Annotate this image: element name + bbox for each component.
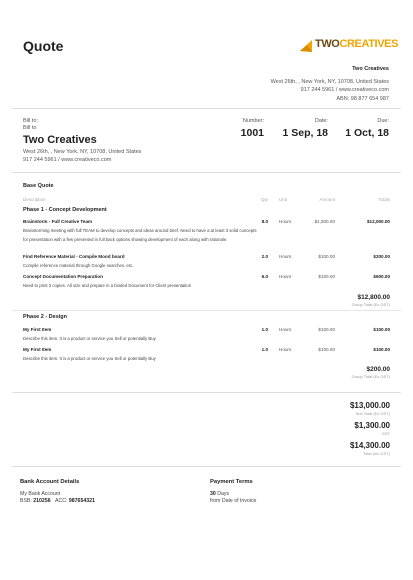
item-name: Concept Documentation Preparation bbox=[23, 274, 103, 279]
company-details bbox=[169, 65, 389, 103]
quote-due-block bbox=[330, 118, 389, 139]
item-description: Need to print 3 copies. All size and prepare in a binded Document for Client presentation bbox=[23, 283, 192, 288]
item-qty: 6.0 bbox=[261, 274, 268, 279]
group-total bbox=[280, 366, 390, 379]
acc-value: 987654321 bbox=[68, 498, 95, 504]
logo-text-part-1: TWO bbox=[315, 38, 340, 50]
bill-to-name: Two Creatives bbox=[23, 134, 97, 146]
item-description: Describe this item. It is a product or service you Sell or potentially Buy bbox=[23, 336, 156, 341]
payment-terms bbox=[210, 479, 380, 504]
grand-total-value: $14,300.00 bbox=[349, 441, 390, 450]
phase-title: Phase 2 - Design bbox=[23, 314, 68, 320]
item-amount: $100.00 bbox=[318, 254, 335, 259]
payment-from: from Date of Invoice bbox=[210, 498, 257, 504]
quote-date: 1 Sep, 18 bbox=[282, 127, 328, 139]
item-total: $12,000.00 bbox=[367, 219, 390, 224]
totals-block bbox=[260, 401, 390, 456]
divider bbox=[12, 108, 401, 109]
item-name: My First Item bbox=[23, 327, 52, 332]
item-total: $200.00 bbox=[373, 254, 390, 259]
item-qty: 2.0 bbox=[261, 254, 268, 259]
item-amount: $100.00 bbox=[318, 327, 335, 332]
date-label: Date: bbox=[314, 118, 328, 124]
gst-value: $1,300.00 bbox=[354, 421, 390, 430]
divider bbox=[12, 310, 401, 311]
item-unit: Hours bbox=[279, 274, 292, 279]
item-qty: 8.0 bbox=[261, 219, 268, 224]
bill-to-label: Bill to: bbox=[23, 118, 38, 124]
item-name: Find Reference Material - Compile Mood board bbox=[23, 254, 125, 259]
item-qty: 1.0 bbox=[261, 327, 268, 332]
quote-number: 1001 bbox=[240, 127, 264, 139]
company-name: Two Creatives bbox=[352, 66, 389, 72]
item-amount: $100.00 bbox=[318, 274, 335, 279]
item-description: Describe this item. It is a product or service you Sell or potentially Buy bbox=[23, 356, 156, 361]
number-label: Number: bbox=[242, 118, 264, 124]
group-total-value: $12,800.00 bbox=[357, 294, 390, 301]
item-unit: Hours bbox=[279, 347, 292, 352]
group-total-label: Group Total (Ex GST) bbox=[351, 302, 390, 307]
due-label: Due: bbox=[377, 118, 389, 124]
section-title: Base Quote bbox=[23, 183, 54, 189]
item-total: $100.00 bbox=[373, 347, 390, 352]
bill-to-label-2: Bill to bbox=[23, 125, 37, 131]
bill-to-contact: 917 244 5961 / www.creativeco.com bbox=[23, 157, 112, 163]
grand-total-label: Total (Inc GST) bbox=[363, 451, 390, 456]
bank-account-name: My Bank Account bbox=[20, 491, 61, 497]
col-total: Totals bbox=[378, 197, 390, 202]
item-amount: $1,500.00 bbox=[314, 219, 335, 224]
item-amount: $100.00 bbox=[318, 347, 335, 352]
subtotal-value: $13,000.00 bbox=[349, 401, 390, 410]
item-total: $100.00 bbox=[373, 327, 390, 332]
item-unit: Hours bbox=[279, 219, 292, 224]
item-unit: Hours bbox=[279, 327, 292, 332]
company-abn: ABN: 98 877 654 987 bbox=[336, 95, 389, 102]
item-name: Brainstorm - Full Creative Team bbox=[23, 219, 93, 224]
col-unit: Unit bbox=[279, 197, 288, 202]
subtotal-label: Sub Total (Ex GST) bbox=[355, 411, 390, 416]
bsb-value: 210256 bbox=[33, 498, 51, 504]
divider bbox=[12, 466, 401, 467]
item-unit: Hours bbox=[279, 254, 292, 259]
item-description: Brainstorming meeting with full TEAM to develop concepts and ideas around brief. Need to have a at least 3 solid concepts for presentation with a few presented in full back options showing development of each along with rationale. bbox=[23, 228, 257, 242]
logo-text-part-2: CREATIVES bbox=[339, 38, 399, 50]
quote-date-block bbox=[270, 118, 328, 139]
item-total: $600.00 bbox=[373, 274, 390, 279]
company-logo bbox=[299, 38, 399, 54]
phase-title: Phase 1 - Concept Development bbox=[23, 207, 107, 213]
company-address: West 26th, , New York, NY, 10708, United States bbox=[270, 78, 389, 85]
company-contact: 917 244 5961 / www.creativeco.com bbox=[300, 87, 389, 93]
item-description: Compile reference material through Google searches, etc. bbox=[23, 263, 134, 268]
payment-days bbox=[210, 491, 380, 497]
item-qty: 1.0 bbox=[261, 347, 268, 352]
divider bbox=[12, 172, 401, 173]
acc-label: ACC: bbox=[55, 498, 68, 504]
bank-title: Bank Account Details bbox=[20, 479, 80, 485]
group-total-label: Group Total (Ex GST) bbox=[351, 374, 390, 379]
bank-numbers bbox=[20, 498, 190, 504]
payment-title: Payment Terms bbox=[210, 479, 253, 485]
table-header bbox=[23, 197, 390, 205]
bsb-label: BSB: bbox=[20, 498, 32, 504]
bill-to-address: West 26th, , New York, NY, 10708, United States bbox=[23, 149, 142, 155]
payment-days-value: 30 bbox=[210, 491, 216, 497]
logo-mark-icon bbox=[299, 39, 313, 53]
col-description: Description bbox=[23, 197, 46, 202]
quote-due: 1 Oct, 18 bbox=[345, 127, 389, 139]
item-name: My First Item bbox=[23, 347, 52, 352]
col-qty: Qty bbox=[260, 197, 268, 202]
group-total-value: $200.00 bbox=[366, 366, 390, 373]
gst-label: GST bbox=[381, 431, 390, 436]
quote-number-block bbox=[222, 118, 264, 139]
quote-title: Quote bbox=[23, 38, 64, 54]
group-total bbox=[280, 294, 390, 307]
bank-details bbox=[20, 479, 190, 504]
payment-days-label: Days bbox=[217, 491, 230, 497]
divider bbox=[12, 392, 401, 393]
bill-to-block bbox=[23, 118, 203, 164]
col-amount: Amount bbox=[319, 197, 335, 202]
